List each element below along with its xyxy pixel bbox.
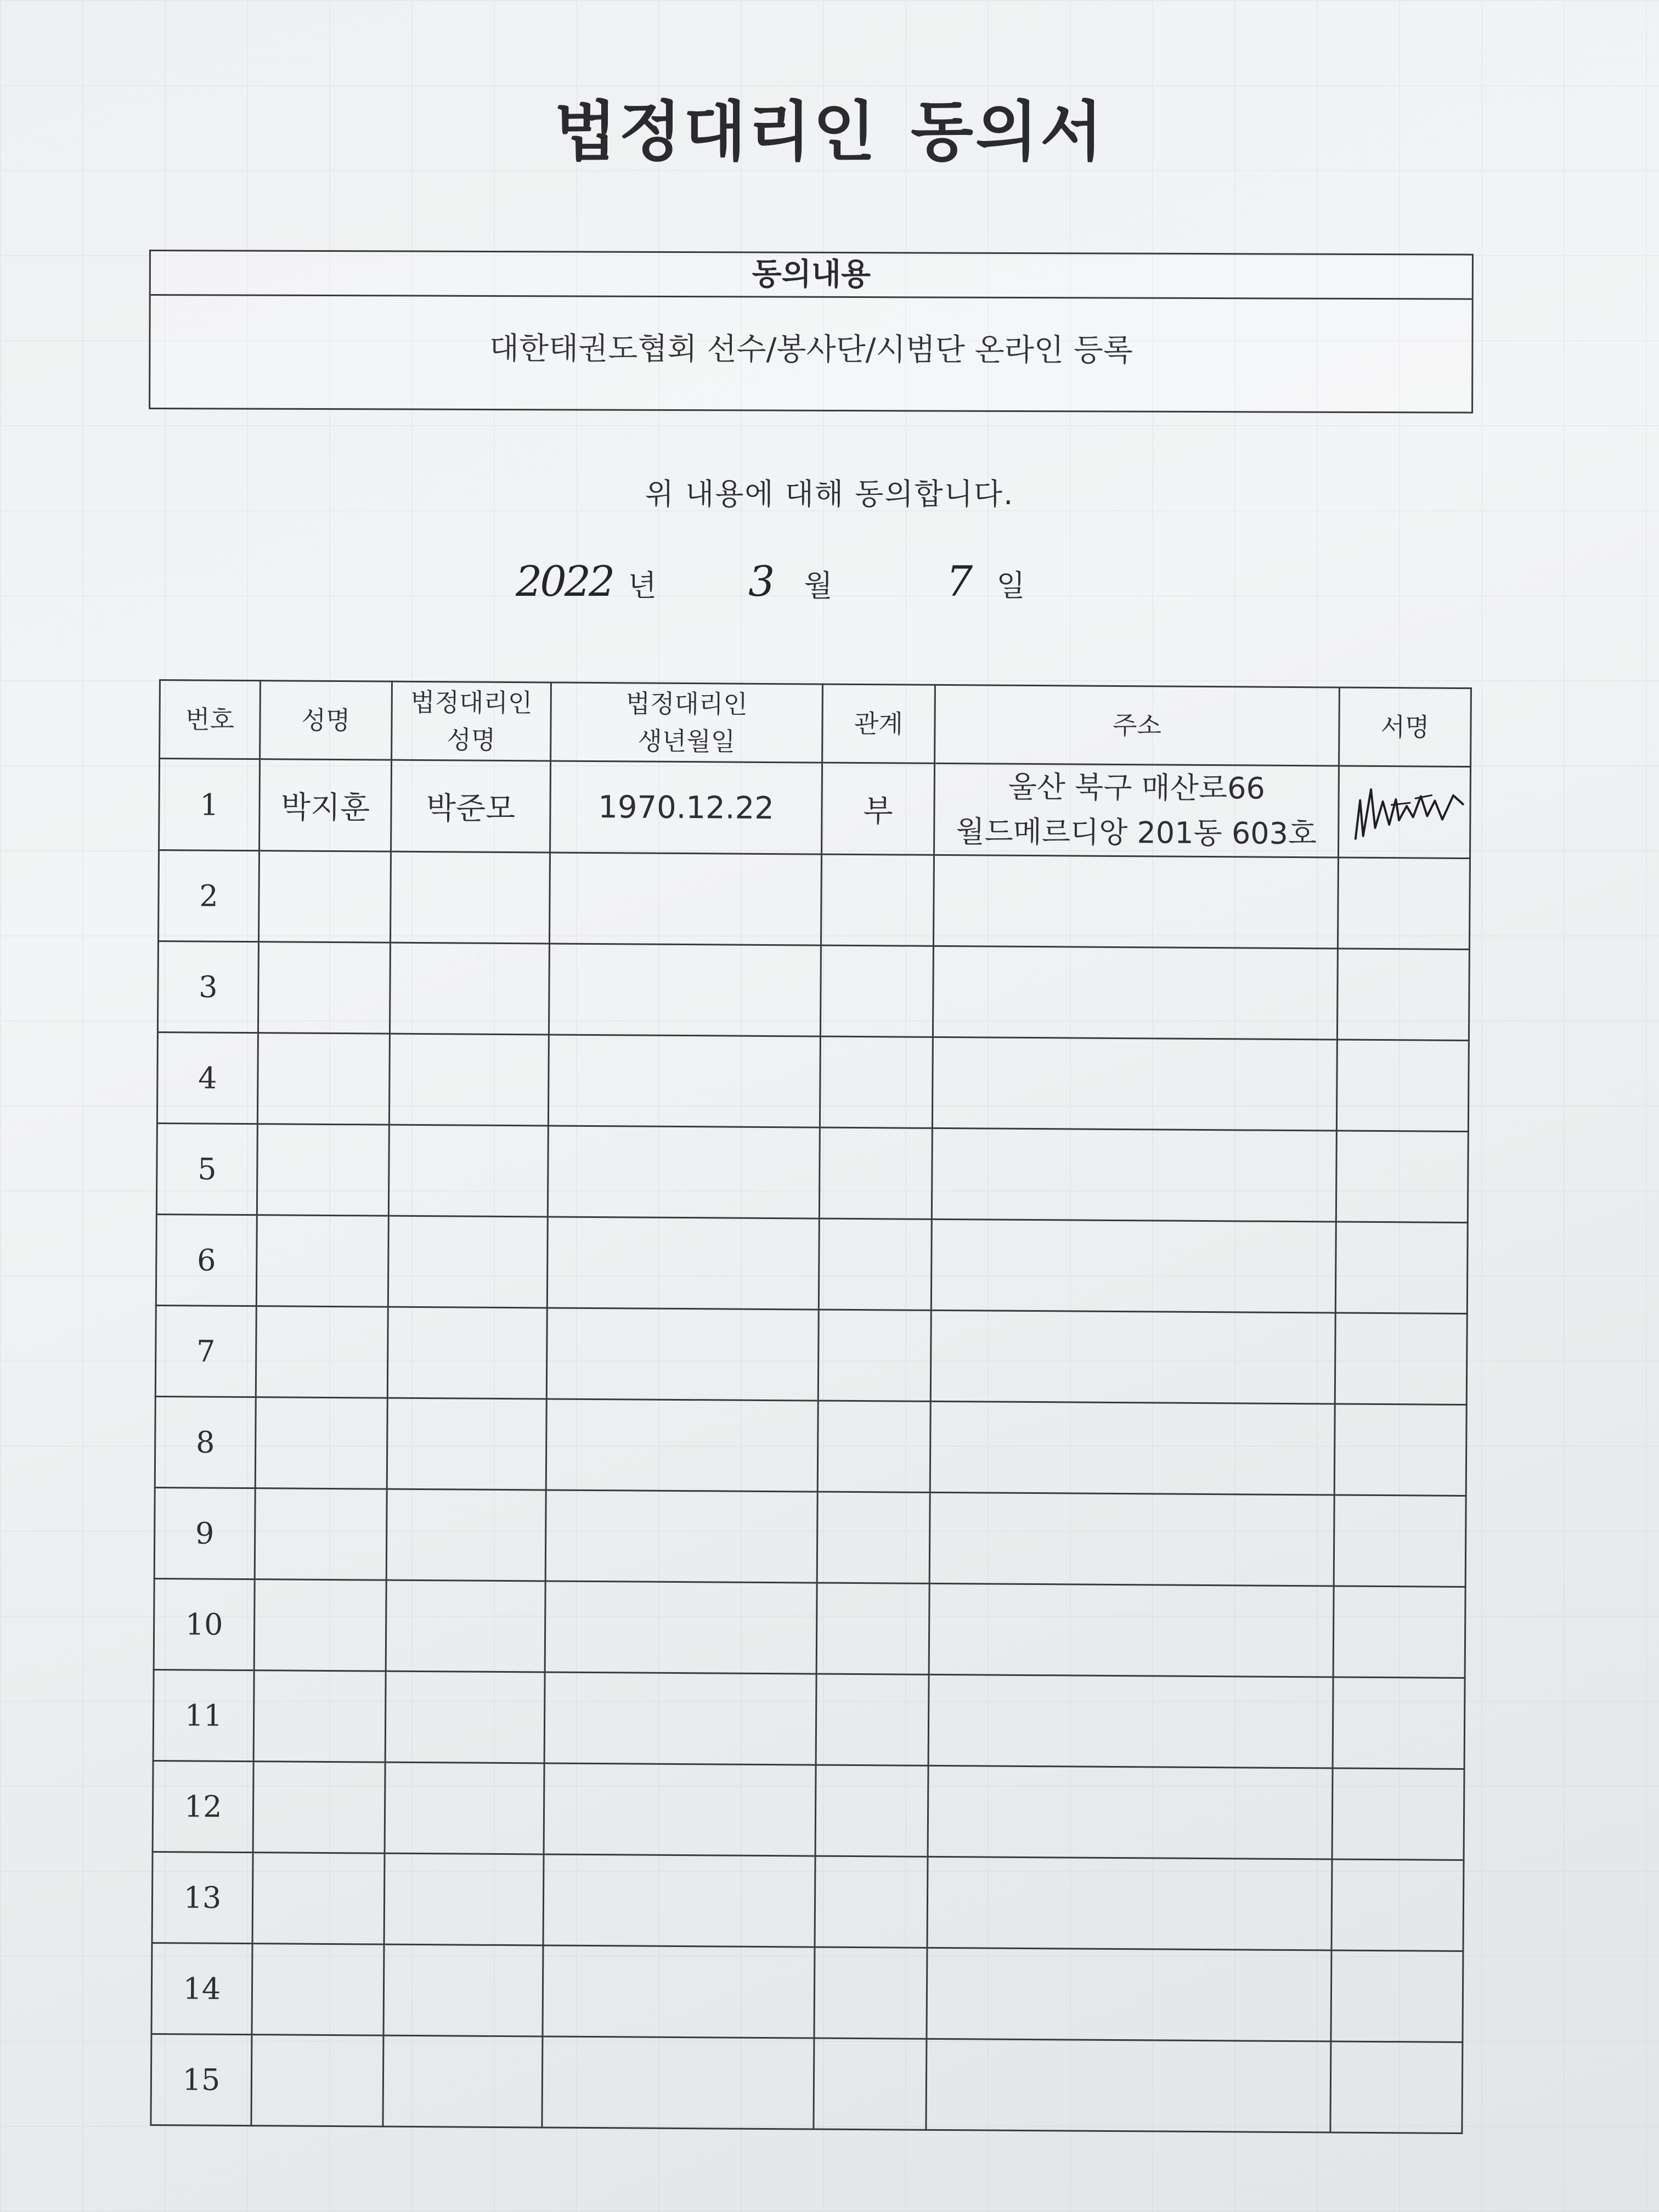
row-address-line1: 울산 북구 매산로66 <box>1008 769 1266 806</box>
row-relation <box>818 1310 931 1401</box>
row-address <box>929 1492 1334 1586</box>
table-row <box>155 1305 1467 1404</box>
row-relation <box>814 2038 927 2130</box>
row-name <box>258 851 391 943</box>
row-relation <box>820 1036 933 1128</box>
row-no: 3 <box>157 941 258 1033</box>
table-row <box>154 1578 1465 1678</box>
row-no: 2 <box>158 850 259 942</box>
row-no: 13 <box>152 1852 253 1943</box>
header-rep-name-line1: 법정대리인 <box>410 687 533 718</box>
row-signature <box>1334 1404 1466 1496</box>
header-address: 주소 <box>935 685 1340 766</box>
row-no: 8 <box>155 1396 256 1488</box>
row-signature <box>1331 1950 1463 2042</box>
row-address <box>934 763 1339 857</box>
title-part2: 동의서 <box>910 94 1105 170</box>
date-line <box>516 557 1025 617</box>
row-address <box>931 1219 1336 1313</box>
row-name: 박지훈 <box>259 759 392 852</box>
row-rep-birth <box>545 1490 817 1583</box>
row-rep-birth <box>549 944 821 1036</box>
row-rep-name <box>387 1307 547 1399</box>
agreement-statement: 위 내용에 대해 동의합니다. <box>645 477 1014 511</box>
table-row <box>157 1032 1469 1131</box>
header-rep-birth-line2: 생년월일 <box>637 726 736 757</box>
row-relation <box>821 854 934 946</box>
row-address <box>932 1128 1336 1222</box>
row-signature <box>1338 857 1470 950</box>
row-address <box>933 855 1338 949</box>
row-name <box>255 1488 387 1581</box>
row-relation <box>819 1218 932 1310</box>
row-address <box>930 1401 1335 1495</box>
table-row <box>154 1487 1466 1587</box>
row-relation <box>819 1127 932 1219</box>
row-address <box>930 1310 1335 1404</box>
table-row <box>156 1123 1468 1222</box>
table-row <box>152 1852 1464 1951</box>
row-rep-name <box>390 851 550 944</box>
title-part1: 법정대리인 <box>554 94 878 170</box>
row-rep-name <box>383 1944 543 2036</box>
row-no: 14 <box>151 1943 252 2034</box>
row-name <box>251 2035 383 2127</box>
date-month-unit: 월 <box>804 568 833 603</box>
row-no: 7 <box>155 1305 256 1397</box>
table-row <box>156 1214 1468 1313</box>
row-name <box>257 1033 390 1125</box>
row-relation <box>816 1583 929 1674</box>
row-rep-birth <box>546 1308 819 1401</box>
row-relation <box>815 1856 928 1948</box>
table-row <box>151 2034 1463 2133</box>
row-rep-birth <box>545 1581 817 1674</box>
date-month: 3 <box>748 557 773 606</box>
row-address <box>932 1037 1337 1131</box>
date-year: 2022 <box>516 557 613 606</box>
registration-table <box>150 679 1472 2134</box>
row-address <box>928 1674 1333 1768</box>
row-signature <box>1335 1222 1468 1314</box>
row-signature <box>1330 2041 1463 2134</box>
row-rep-name <box>388 1125 548 1217</box>
header-no: 번호 <box>160 680 261 759</box>
row-signature <box>1336 1040 1469 1132</box>
row-signature <box>1331 1859 1464 1951</box>
row-name <box>257 1124 389 1216</box>
row-rep-birth <box>544 1763 816 1856</box>
row-signature <box>1335 1313 1467 1405</box>
row-address <box>926 2039 1331 2132</box>
table-header-row <box>160 680 1471 767</box>
registration-table-wrap <box>150 679 1470 2134</box>
header-rep-name-line2: 성명 <box>447 725 496 755</box>
table-row <box>151 1943 1463 2042</box>
row-name <box>253 1671 386 1763</box>
row-no: 15 <box>151 2034 252 2125</box>
row-no: 5 <box>156 1123 257 1215</box>
row-signature <box>1333 1677 1465 1769</box>
row-name <box>258 942 390 1034</box>
table-row <box>155 1396 1466 1496</box>
row-relation <box>817 1492 930 1583</box>
row-rep-birth <box>546 1399 818 1492</box>
row-rep-birth <box>548 1035 820 1127</box>
row-no: 10 <box>154 1578 255 1670</box>
row-name <box>256 1306 388 1398</box>
row-rep-birth <box>543 1945 815 2038</box>
row-no: 12 <box>153 1760 253 1852</box>
row-no: 9 <box>154 1487 255 1579</box>
row-name <box>255 1397 387 1489</box>
row-rep-birth <box>547 1217 819 1310</box>
row-signature <box>1336 1131 1468 1223</box>
row-rep-name <box>390 943 549 1035</box>
consent-content: 대한태권도협회 선수/봉사단/시범단 온라인 등록 <box>489 330 1133 369</box>
page-title <box>0 80 1659 173</box>
row-address <box>933 946 1338 1040</box>
row-rep-birth <box>542 2036 814 2129</box>
row-rep-name <box>384 1853 544 1945</box>
row-rep-birth: 1970.12.22 <box>550 761 822 854</box>
row-relation <box>815 1765 928 1857</box>
header-rep-birth-line1: 법정대리인 <box>625 689 748 719</box>
row-address <box>927 1948 1331 2041</box>
row-rep-name <box>386 1489 546 1581</box>
row-relation: 부 <box>822 763 935 855</box>
row-relation <box>816 1674 929 1765</box>
row-signature <box>1332 1768 1464 1860</box>
row-rep-name <box>389 1034 549 1126</box>
row-relation <box>814 1947 927 2039</box>
row-name <box>252 1944 384 2036</box>
row-address <box>929 1583 1334 1677</box>
consent-header: 동의내용 <box>151 251 1472 300</box>
table-row <box>153 1669 1465 1769</box>
header-rep-name <box>392 681 551 761</box>
handwritten-signature-icon <box>1339 767 1470 857</box>
date-year-unit: 년 <box>628 568 657 603</box>
row-rep-name <box>386 1580 545 1672</box>
row-name <box>253 1762 385 1854</box>
row-rep-birth <box>549 853 821 945</box>
row-rep-birth <box>548 1126 820 1218</box>
row-rep-name <box>388 1216 548 1308</box>
table-row <box>153 1760 1464 1860</box>
row-rep-name: 박준모 <box>391 760 551 853</box>
row-rep-birth <box>543 1854 815 1947</box>
row-name <box>252 1853 385 1945</box>
date-day-unit: 일 <box>996 568 1025 603</box>
row-relation <box>817 1401 930 1492</box>
header-signature: 서명 <box>1339 687 1471 767</box>
row-address-line2: 월드메르디앙 201동 603호 <box>956 814 1317 851</box>
row-signature <box>1333 1586 1465 1678</box>
row-no: 6 <box>156 1214 257 1306</box>
row-no: 1 <box>159 759 260 851</box>
row-rep-name <box>385 1671 545 1763</box>
header-rep-birth <box>551 682 823 763</box>
row-rep-name <box>385 1762 544 1854</box>
row-no: 11 <box>153 1669 254 1761</box>
row-no: 4 <box>157 1032 258 1124</box>
row-rep-name <box>387 1398 546 1490</box>
row-signature <box>1339 766 1471 859</box>
row-address <box>927 1857 1332 1950</box>
header-relation: 관계 <box>822 684 935 763</box>
row-name <box>254 1579 386 1672</box>
table-row <box>159 759 1471 859</box>
table-row <box>157 941 1469 1041</box>
row-rep-birth <box>544 1672 816 1765</box>
row-signature <box>1334 1495 1466 1587</box>
row-rep-name <box>383 2035 543 2128</box>
table-row <box>158 850 1470 950</box>
row-relation <box>820 945 933 1037</box>
date-day: 7 <box>946 557 971 606</box>
row-signature <box>1337 949 1469 1041</box>
header-name: 성명 <box>260 681 392 760</box>
consent-box <box>149 250 1474 414</box>
row-address <box>928 1765 1333 1859</box>
row-name <box>256 1215 388 1307</box>
